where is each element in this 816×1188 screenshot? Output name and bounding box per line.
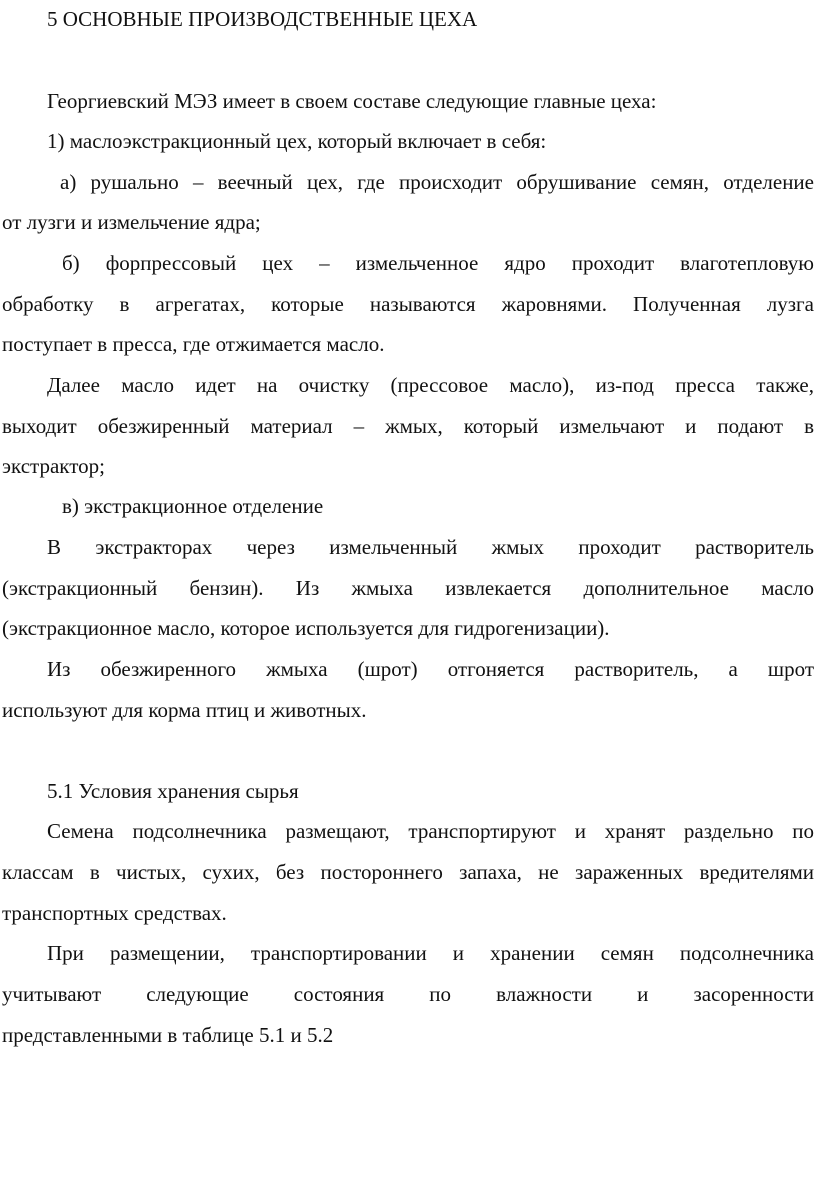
list-item-1: 1) маслоэкстракционный цех, который включает в себя: bbox=[47, 129, 547, 153]
text-line: Из обезжиренного жмыха (шрот) отгоняется растворитель, а шрот bbox=[47, 657, 814, 681]
text-line: При размещении, транспортировании и хранении семян подсолнечника bbox=[47, 941, 814, 965]
text-line: учитывают следующие состояния по влажности и засоренности bbox=[2, 982, 814, 1006]
text-line: транспортных средствах. bbox=[2, 901, 227, 925]
sub-item-a: а) рушально – веечный цех, где происходит обрушивание семян, отделение bbox=[60, 170, 814, 194]
section-heading: 5 ОСНОВНЫЕ ПРОИЗВОДСТВЕННЫЕ ЦЕХА bbox=[47, 7, 478, 31]
text-line: поступает в пресса, где отжимается масло. bbox=[2, 332, 385, 356]
text-line: (экстракционный бензин). Из жмыха извлекается дополнительное масло bbox=[2, 576, 814, 600]
subsection-heading: 5.1 Условия хранения сырья bbox=[47, 779, 299, 803]
text-line: Далее масло идет на очистку (прессовое масло), из-под пресса также, bbox=[47, 373, 814, 397]
text-line: (экстракционное масло, которое используется для гидрогенизации). bbox=[2, 616, 610, 640]
text-line: используют для корма птиц и животных. bbox=[2, 698, 367, 722]
sub-item-b: б) форпрессовый цех – измельченное ядро проходит влаготепловую bbox=[62, 251, 814, 275]
text-line: классам в чистых, сухих, без постороннего запаха, не зараженных вредителями bbox=[2, 860, 814, 884]
text-line: обработку в агрегатах, которые называются жаровнями. Полученная лузга bbox=[2, 292, 814, 316]
text-line: выходит обезжиренный материал – жмых, который измельчают и подают в bbox=[2, 414, 814, 438]
text-line: В экстракторах через измельченный жмых проходит растворитель bbox=[47, 535, 814, 559]
text-line: Георгиевский МЭЗ имеет в своем составе следующие главные цеха: bbox=[47, 89, 657, 113]
text-line: представленными в таблице 5.1 и 5.2 bbox=[2, 1023, 334, 1047]
sub-item-v: в) экстракционное отделение bbox=[62, 494, 324, 518]
text-line: экстрактор; bbox=[2, 454, 105, 478]
text-line: от лузги и измельчение ядра; bbox=[2, 210, 261, 234]
text-line: Семена подсолнечника размещают, транспортируют и хранят раздельно по bbox=[47, 819, 814, 843]
